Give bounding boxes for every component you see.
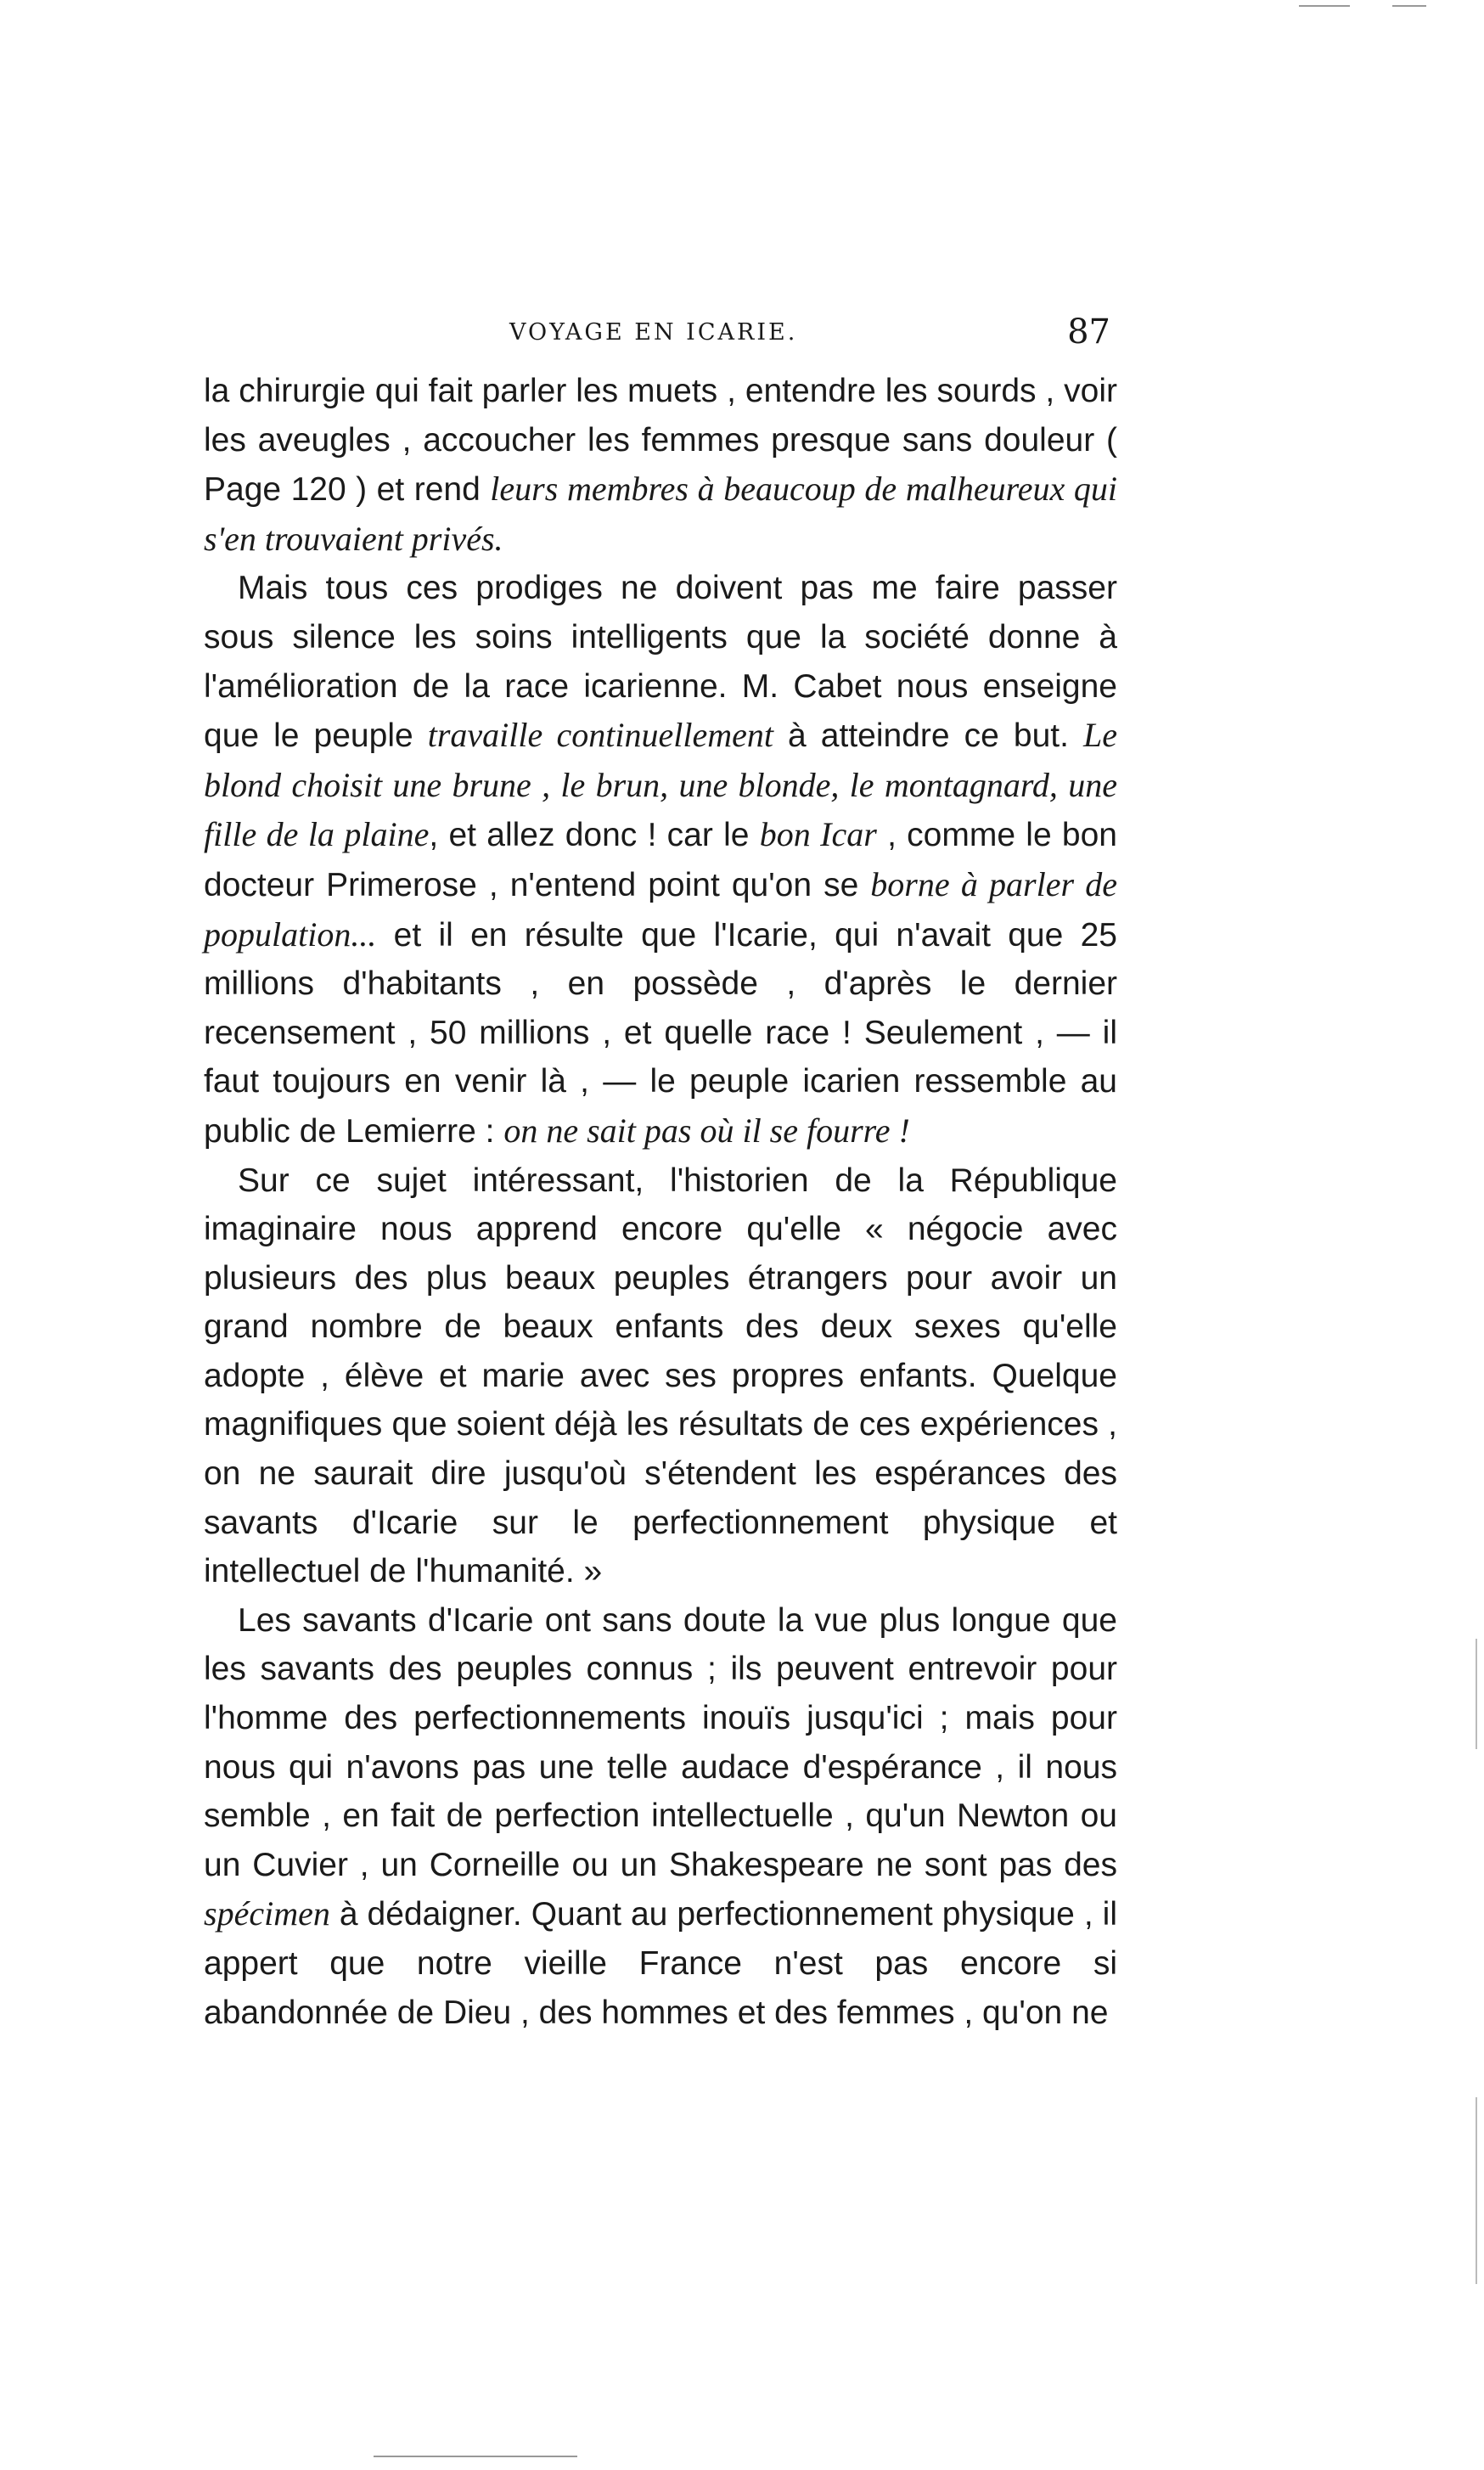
italic-text: on ne sait pas où il se fourre ! [503,1111,910,1150]
paragraph [204,564,1117,1156]
text-run: Les savants d'Icarie ont sans doute la vue plus longue que les savants des peuples connus ; ils peuvent entrevoir pour l'homme des perfectionnements inouïs jusqu'ici ; mais pour nous qui n'avons pas une telle audace d'espérance , il nous semble , en fait de perfection intellectuelle , qu'un Newton ou un Cuvier , un Corneille ou un Shakespeare ne sont pas des [204,1601,1117,1883]
italic-text: spécimen [204,1894,330,1933]
text-run: Sur ce sujet intéressant, l'historien de la République imaginaire nous apprend encore qu'elle « négocie avec plusieurs des plus beaux peuples étrangers pour avoir un grand nombre de beaux enfants des deux sexes qu'elle adopte , élève et marie avec ses propres enfants. Quelque magnifiques que soient déjà les résultats de ces expériences , on ne saurait dire jusqu'où s'étendent les espérances des savants d'Icarie sur le perfectionnement physique et intellectuel de l'humanité. » [204,1162,1117,1590]
running-head [204,312,1117,367]
paragraph [204,367,1117,564]
text-run: la chirurgie qui fait parler les muets , entendre les sourds , voir les aveugles , accoucher les femmes presque sans douleur ( Page 120 ) et rend [204,373,1117,509]
scan-mark-top-right [1392,5,1426,7]
italic-text: borne à parler de population... [204,864,1117,954]
paragraph [204,1596,1117,2037]
text-run: , comme le bon docteur Primerose , n'entend point qu'on se [204,817,1117,903]
text-run: et il en résulte que l'Icarie, qui n'avait que 25 millions d'habitants , en possède , d'après le dernier recensement , 50 millions , et quelle race ! Seulement , — il faut toujours en venir là , — le peuple icarien ressemble au public de Lemierre : [204,916,1117,1150]
italic-text: leurs membres à beaucoup de malheureux qui s'en trouvaient privés. [204,470,1117,558]
scan-edge-right-1 [1476,1639,1477,1749]
page-number: 87 [1067,312,1110,352]
text-run: Mais tous ces prodiges ne doivent pas me faire passer sous silence les soins intelligents que la société donne à l'amélioration de la race icarienne. M. Cabet nous enseigne que le peuple [204,570,1117,755]
text-run: , et allez donc ! car le [429,817,760,854]
italic-text: Le blond choisit une brune , le brun, une blonde, le montagnard, une fille de la plaine [204,716,1117,854]
text-run: à atteindre ce but. [773,717,1083,755]
italic-text: bon Icar [759,815,877,854]
italic-text: travaille continuellement [427,716,773,755]
body-text [204,367,1117,2037]
paragraph [204,1156,1117,1596]
scan-edge-right-2 [1476,2097,1477,2284]
text-run: à dédaigner. Quant au perfectionnement physique , il appert que notre vieille France n'est pas encore si abandonnée de Dieu , des hommes et des femmes , qu'on ne [204,1896,1117,2031]
scan-mark-bottom [374,2456,577,2457]
scan-mark-top [1299,5,1350,7]
book-page [204,312,1117,2037]
running-title: VOYAGE EN ICARIE. [509,319,798,346]
